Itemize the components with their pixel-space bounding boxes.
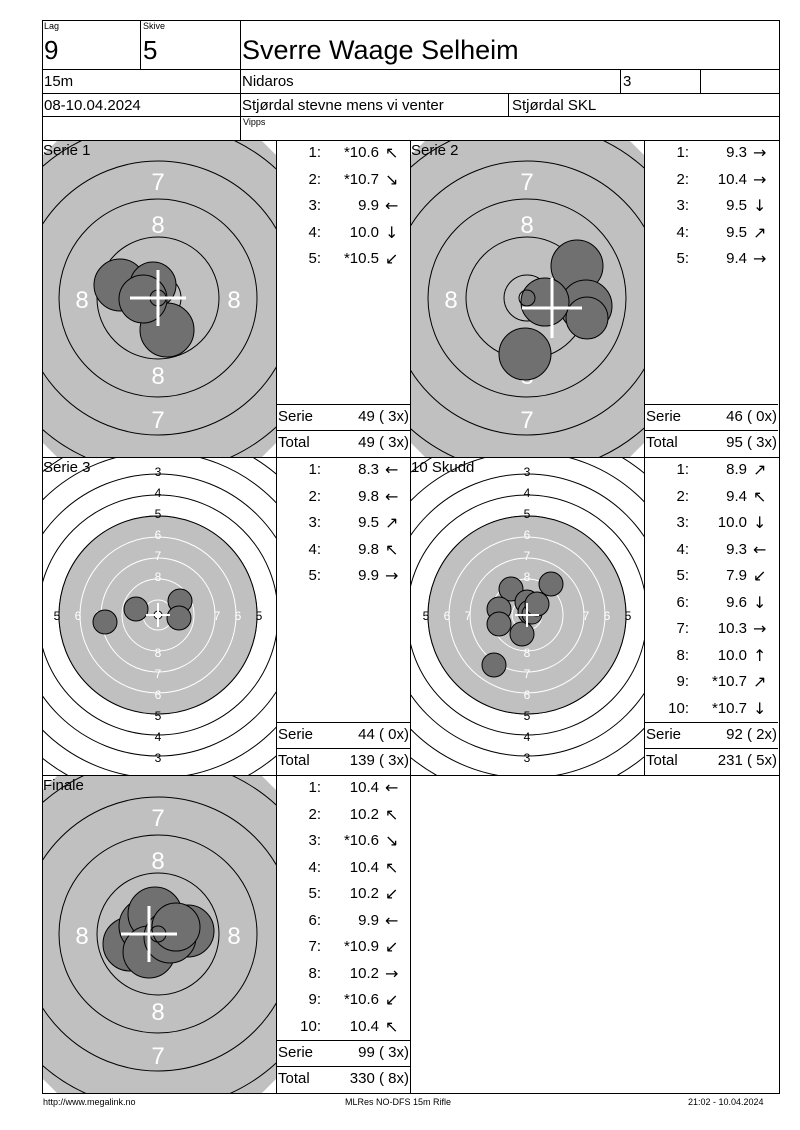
ring-label: 4 (154, 730, 162, 744)
serie-sum: 49 ( 3x) (358, 408, 409, 425)
serie-label: Serie (278, 408, 314, 425)
shot-direction-icon: ↙ (385, 884, 399, 903)
ring-label: 7 (523, 667, 531, 681)
ring-label: 6 (234, 609, 242, 623)
ring-label: 4 (523, 486, 531, 500)
shot-number: 5: (308, 567, 321, 584)
ring-label: 7 (520, 407, 534, 434)
target-serie-2 (411, 141, 644, 457)
shot-score: 9.9 (358, 911, 379, 929)
shot-score: *10.5 (343, 250, 379, 267)
total-label: Total (646, 434, 678, 451)
ring-label: 5 (255, 609, 263, 623)
shot-number: 1: (308, 461, 321, 478)
ring-label: 8 (151, 848, 165, 875)
summary-divider (276, 404, 410, 405)
shot-number: 5: (308, 250, 321, 267)
ring-label: 6 (154, 528, 162, 542)
shot-score: *10.6 (343, 991, 379, 1008)
ring-label: 6 (74, 609, 82, 623)
ring-label: 6 (523, 528, 531, 542)
shot-direction-icon: ← (385, 196, 399, 215)
shot-number: 9: (676, 673, 689, 690)
shot-score: 9.6 (726, 593, 747, 611)
shot-score: 10.2 (349, 964, 379, 982)
shot-hole (499, 328, 551, 380)
shot-direction-icon: ↙ (385, 249, 399, 268)
target-finale (43, 776, 276, 1093)
shot-direction-icon: ↑ (753, 645, 767, 665)
shot-score: 10.4 (349, 858, 379, 876)
ring-label: 5 (624, 609, 632, 623)
shot-direction-icon: ↗ (385, 513, 399, 532)
ring-label: 8 (523, 570, 531, 584)
event-name: Stjørdal stevne mens vi venter (242, 97, 444, 114)
shot-score: 9.5 (726, 223, 747, 241)
ring-label: 7 (523, 549, 531, 563)
shot-direction-icon: ↖ (385, 539, 399, 559)
ring-label: 7 (213, 609, 221, 623)
shot-hole (487, 612, 511, 636)
shot-direction-icon: ↖ (753, 486, 767, 506)
summary-divider (276, 748, 410, 749)
shot-number: 2: (308, 170, 321, 188)
shot-score: 9.8 (358, 540, 379, 558)
shot-number: 1: (676, 461, 689, 478)
shot-score: 9.3 (726, 144, 747, 161)
shot-score: 10.0 (717, 646, 747, 664)
serie-sum: 92 ( 2x) (726, 726, 777, 743)
shot-direction-icon: → (385, 963, 399, 983)
shot-number: 2: (676, 487, 689, 505)
shot-hole (124, 597, 148, 621)
shot-score: 9.4 (726, 250, 747, 267)
footer-timestamp: 21:02 - 10.04.2024 (688, 1097, 764, 1107)
shot-score: 7.9 (726, 567, 747, 584)
shot-score: *10.7 (711, 673, 747, 690)
organizer-name: Stjørdal SKL (512, 97, 597, 114)
shot-hole (167, 606, 191, 630)
shot-direction-icon: ← (385, 910, 399, 930)
shot-score: 10.0 (717, 514, 747, 531)
shot-number: 4: (308, 223, 321, 241)
ring-label: 7 (582, 609, 590, 623)
ring-label: 7 (154, 667, 162, 681)
ring-label: 7 (464, 609, 472, 623)
serie-3-title: Serie 3 (43, 459, 91, 476)
shot-score: *10.7 (343, 170, 379, 188)
shot-direction-icon: ↗ (753, 222, 767, 242)
serie-label: Serie (278, 1044, 314, 1061)
summary-divider (644, 722, 778, 723)
shooter-name: Sverre Waage Selheim (242, 35, 519, 65)
shot-direction-icon: → (753, 619, 767, 638)
shot-hole (510, 622, 534, 646)
shot-direction-icon: ↖ (385, 804, 399, 824)
ring-label: 8 (520, 212, 534, 239)
shot-direction-icon: ↘ (385, 831, 399, 850)
ring-label: 7 (151, 407, 165, 434)
ring-label: 3 (523, 751, 531, 765)
total-sum: 231 ( 5x) (717, 752, 777, 769)
ring-label: 3 (154, 465, 162, 479)
shot-direction-icon: ↙ (753, 566, 767, 585)
shot-direction-icon: ↓ (753, 592, 767, 612)
shot-number: 1: (676, 144, 689, 161)
shot-number: 8: (308, 964, 321, 982)
shot-hole (482, 653, 506, 677)
ring-label: 7 (151, 805, 165, 832)
shot-number: 2: (676, 170, 689, 188)
total-label: Total (278, 1070, 310, 1087)
ring-label: 5 (53, 609, 61, 623)
shot-number: 7: (676, 620, 689, 637)
ring-label: 7 (520, 169, 534, 196)
shot-number: 4: (676, 223, 689, 241)
shot-direction-icon: ↖ (385, 857, 399, 877)
shot-number: 1: (308, 144, 321, 161)
summary-divider (644, 404, 778, 405)
shot-number: 1: (308, 779, 321, 796)
shot-number: 6: (676, 593, 689, 611)
shot-score: 10.4 (349, 779, 379, 796)
ring-label: 8 (151, 363, 165, 390)
summary-divider (276, 430, 410, 431)
ring-label: 8 (227, 287, 241, 314)
shot-score: 9.5 (726, 197, 747, 214)
ring-label: 6 (523, 688, 531, 702)
total-label: Total (646, 752, 678, 769)
shot-number: 6: (308, 911, 321, 929)
footer-program: MLRes NO-DFS 15m Rifle (345, 1097, 452, 1107)
ring-label: 3 (154, 751, 162, 765)
shot-score: *10.6 (343, 144, 379, 161)
shot-direction-icon: ↓ (753, 513, 767, 532)
shot-number: 4: (676, 540, 689, 558)
serie-label: Serie (646, 408, 682, 425)
shot-number: 3: (308, 514, 321, 531)
shot-number: 3: (308, 832, 321, 849)
shot-direction-icon: ↘ (385, 169, 399, 189)
shot-hole (521, 278, 569, 326)
shot-number: 5: (676, 567, 689, 584)
shot-score: 9.9 (358, 197, 379, 214)
shot-direction-icon: ↖ (385, 143, 399, 162)
shot-number: 5: (676, 250, 689, 267)
shot-hole (566, 297, 608, 339)
shot-score: *10.6 (343, 832, 379, 849)
ring-label: 8 (154, 570, 162, 584)
shot-score: 8.9 (726, 461, 747, 478)
target-serie-3 (43, 458, 276, 775)
class-value: 3 (623, 73, 632, 90)
shot-score: 10.3 (717, 620, 747, 637)
ring-label: 4 (154, 486, 162, 500)
shot-hole (525, 592, 549, 616)
serie-label: Serie (646, 726, 682, 743)
shot-score: 10.2 (349, 885, 379, 902)
total-sum: 49 ( 3x) (358, 434, 409, 451)
total-label: Total (278, 434, 310, 451)
shot-number: 3: (308, 197, 321, 214)
summary-divider (644, 748, 778, 749)
serie-sum: 44 ( 0x) (358, 726, 409, 743)
serie-2-title: Serie 2 (411, 142, 459, 159)
shot-direction-icon: ← (753, 539, 767, 559)
ring-label: 8 (444, 287, 458, 314)
ring-label: 8 (151, 999, 165, 1026)
ring-label: 5 (154, 507, 162, 521)
shot-direction-icon: ↓ (385, 222, 399, 242)
shot-direction-icon: ↙ (385, 990, 399, 1009)
ring-label: 7 (151, 169, 165, 196)
shot-score: 9.5 (358, 514, 379, 531)
shot-score: *10.7 (711, 699, 747, 717)
ring-label: 3 (523, 465, 531, 479)
shot-score: 10.0 (349, 223, 379, 241)
shot-number: 3: (676, 197, 689, 214)
shot-score: *10.9 (343, 938, 379, 955)
shot-number: 3: (676, 514, 689, 531)
club-name: Nidaros (242, 73, 294, 90)
shot-number: 7: (308, 938, 321, 955)
shot-score: 9.8 (358, 487, 379, 505)
lag-label: Lag (44, 21, 60, 31)
shot-direction-icon: ← (385, 778, 399, 797)
ring-label: 6 (603, 609, 611, 623)
shot-direction-icon: ↗ (753, 672, 767, 691)
shot-direction-icon: → (385, 566, 399, 585)
ten-shot-title: 10 Skudd (411, 459, 475, 476)
total-sum: 330 ( 8x) (349, 1070, 409, 1087)
shot-score: 10.2 (349, 805, 379, 823)
shot-direction-icon: → (753, 143, 767, 162)
shot-number: 2: (308, 805, 321, 823)
ring-label: 5 (523, 507, 531, 521)
skive-label: Skive (143, 21, 166, 31)
shot-hole (539, 572, 563, 596)
ring-label: 6 (154, 688, 162, 702)
shot-score: 8.3 (358, 461, 379, 478)
serie-label: Serie (278, 726, 314, 743)
footer-url: http://www.megalink.no (43, 1097, 136, 1107)
summary-divider (276, 1040, 410, 1041)
total-sum: 95 ( 3x) (726, 434, 777, 451)
ring-label: 4 (523, 730, 531, 744)
shot-number: 4: (308, 540, 321, 558)
summary-divider (276, 1066, 410, 1067)
shot-number: 10: (668, 699, 689, 717)
shot-direction-icon: → (753, 169, 767, 189)
shot-score: 9.4 (726, 487, 747, 505)
ring-label: 6 (443, 609, 451, 623)
ring-label: 8 (151, 212, 165, 239)
ring-label: 8 (227, 923, 241, 950)
payment-label: Vipps (243, 117, 266, 127)
ring-label: 5 (523, 709, 531, 723)
shot-number: 8: (676, 646, 689, 664)
shot-direction-icon: ↓ (753, 196, 767, 215)
ring-label: 8 (75, 923, 89, 950)
ring-label: 5 (154, 709, 162, 723)
shot-direction-icon: ↗ (753, 460, 767, 479)
target-serie-1 (43, 141, 276, 457)
total-label: Total (278, 752, 310, 769)
shot-number: 5: (308, 885, 321, 902)
ring-label: 7 (151, 1043, 165, 1070)
shot-number: 9: (308, 991, 321, 1008)
shot-score: 10.4 (349, 1017, 379, 1035)
shot-direction-icon: ← (385, 460, 399, 479)
shot-number: 2: (308, 487, 321, 505)
finale-title: Finale (43, 777, 84, 794)
serie-sum: 46 ( 0x) (726, 408, 777, 425)
shot-direction-icon: ↓ (753, 698, 767, 718)
distance: 15m (44, 73, 74, 90)
ring-label: 5 (422, 609, 430, 623)
total-sum: 139 ( 3x) (349, 752, 409, 769)
ring-label: 8 (523, 646, 531, 660)
shot-hole (152, 903, 200, 951)
summary-divider (276, 722, 410, 723)
shot-direction-icon: ← (385, 486, 399, 506)
ring-label: 8 (154, 646, 162, 660)
shot-number: 10: (300, 1017, 321, 1035)
shot-direction-icon: ↙ (385, 937, 399, 956)
target-10-skudd (411, 458, 644, 775)
event-date: 08-10.04.2024 (44, 97, 141, 114)
shot-score: 10.4 (717, 170, 747, 188)
serie-sum: 99 ( 3x) (358, 1044, 409, 1061)
skive-value: 5 (143, 35, 158, 65)
shot-score: 9.9 (358, 567, 379, 584)
shot-direction-icon: → (753, 249, 767, 268)
shot-score: 9.3 (726, 540, 747, 558)
shot-number: 4: (308, 858, 321, 876)
ring-label: 8 (75, 287, 89, 314)
shot-direction-icon: ↖ (385, 1016, 399, 1036)
ring-label: 7 (154, 549, 162, 563)
summary-divider (644, 430, 778, 431)
serie-1-title: Serie 1 (43, 142, 91, 159)
lag-value: 9 (44, 35, 59, 65)
shot-hole (93, 610, 117, 634)
